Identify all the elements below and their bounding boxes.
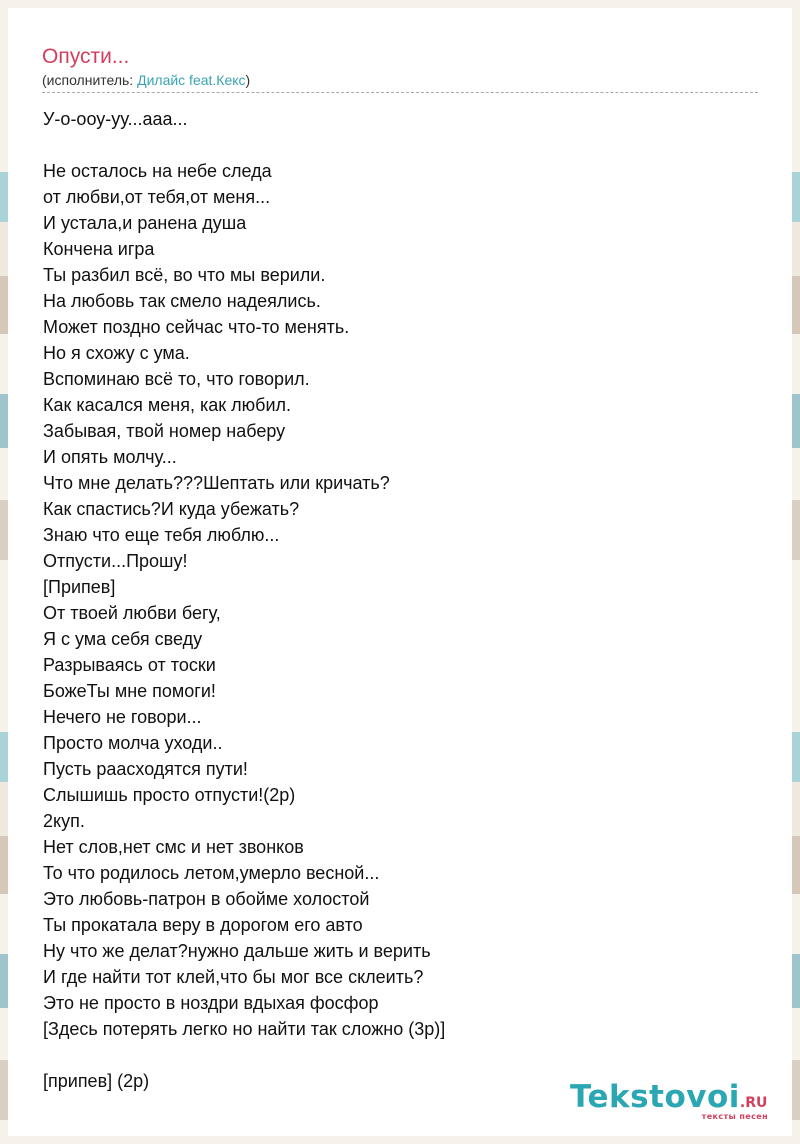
lyric-line: Знаю что еще тебя люблю...	[43, 525, 280, 545]
lyric-line: Разрываясь от тоски	[43, 655, 216, 675]
logo-wordmark: Tekstovoi	[570, 1079, 740, 1115]
artist-link[interactable]: Дилайс feat.Кекс	[137, 72, 246, 88]
lyric-line: У-о-ооу-уу...ааа...	[43, 109, 188, 129]
lyric-line: от любви,от тебя,от меня...	[43, 187, 271, 207]
lyric-line: Просто молча уходи..	[43, 733, 223, 753]
lyric-line: Но я схожу с ума.	[43, 343, 190, 363]
logo-tagline: тексты песен	[701, 1112, 768, 1121]
lyric-line: Вспоминаю всё то, что говорил.	[43, 369, 310, 389]
lyric-line: То что родилось летом,умерло весной...	[43, 863, 380, 883]
lyric-line: Нет слов,нет смс и нет звонков	[43, 837, 304, 857]
lyrics-body	[43, 106, 759, 1094]
lyric-line: Как касался меня, как любил.	[43, 395, 292, 415]
lyric-line: Я с ума себя сведу	[43, 629, 203, 649]
artist-prefix: (исполнитель:	[42, 72, 138, 88]
lyric-line: Как спастись?И куда убежать?	[43, 499, 300, 519]
lyric-line: 2куп.	[43, 811, 85, 831]
lyric-line: [припев] (2р)	[43, 1071, 150, 1091]
lyric-line: И где найти тот клей,что бы мог все склеить?	[43, 967, 424, 987]
lyric-line: Ты разбил всё, во что мы верили.	[43, 265, 326, 285]
song-title: Опусти...	[42, 45, 130, 68]
lyric-line: На любовь так смело надеялись.	[43, 291, 321, 311]
lyric-line: Забывая, твой номер наберу	[43, 421, 286, 441]
lyric-line: Может поздно сейчас что-то менять.	[43, 317, 350, 337]
site-logo[interactable]	[570, 1080, 776, 1124]
lyric-line: Кончена игра	[43, 239, 155, 259]
artist-suffix: )	[245, 72, 251, 88]
logo-domain-suffix: .RU	[739, 1095, 768, 1111]
lyric-line: И устала,и ранена душа	[43, 213, 247, 233]
lyric-line	[43, 1042, 759, 1068]
lyric-line: [Припев]	[43, 577, 116, 597]
artist-line	[42, 70, 758, 90]
lyric-line: Слышишь просто отпусти!(2р)	[43, 785, 296, 805]
lyric-line: Это любовь-патрон в обойме холостой	[43, 889, 370, 909]
lyric-line: Это не просто в ноздри вдыхая фосфор	[43, 993, 379, 1013]
lyric-line	[43, 132, 759, 158]
lyric-line: От твоей любви бегу,	[43, 603, 221, 623]
lyric-line: Что мне делать???Шептать или кричать?	[43, 473, 390, 493]
lyric-line: Нечего не говори...	[43, 707, 202, 727]
lyric-line: БожеТы мне помоги!	[43, 681, 216, 701]
lyric-line: Ну что же делат?нужно дальше жить и верить	[43, 941, 431, 961]
lyric-line: Не осталось на небе следа	[43, 161, 272, 181]
lyric-line: [Здесь потерять легко но найти так сложно (3р)]	[43, 1019, 446, 1039]
lyric-line: И опять молчу...	[43, 447, 177, 467]
lyric-line: Отпусти...Прошу!	[43, 551, 188, 571]
song-header	[42, 44, 758, 93]
lyric-line: Пусть раасходятся пути!	[43, 759, 248, 779]
lyric-line: Ты прокатала веру в дорогом его авто	[43, 915, 363, 935]
